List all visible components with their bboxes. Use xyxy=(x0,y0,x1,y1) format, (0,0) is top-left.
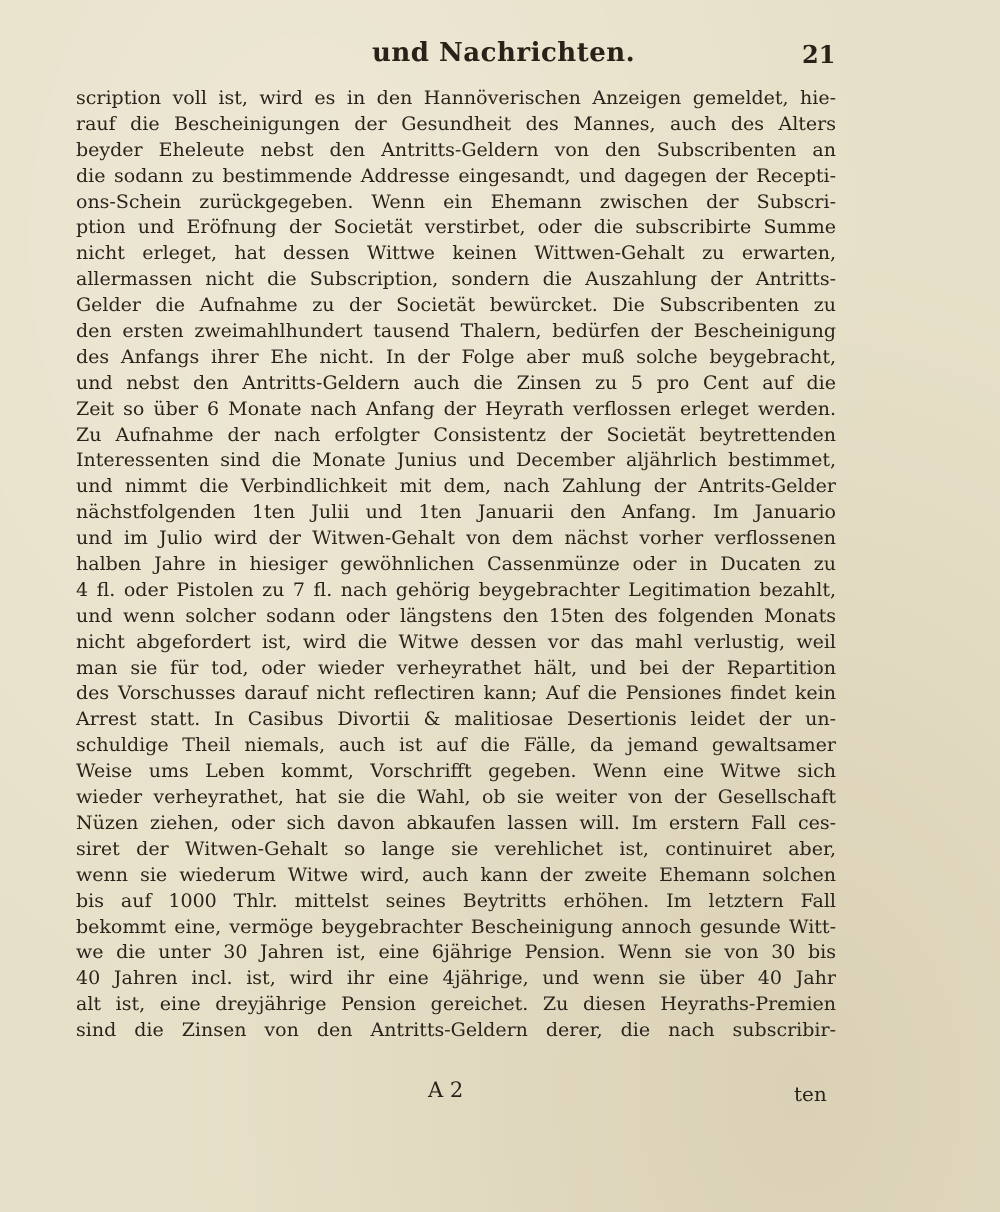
text-line-12: und nebst den Antritts-Geldern auch die Zinsen zu 5 pro Cent auf die xyxy=(76,371,836,394)
text-line-9: Gelder die Aufnahme zu der Societät bewürcket. Die Subscribenten zu xyxy=(76,294,836,317)
text-line-23: man sie für tod, oder wieder verheyrathet hält, und bei der Repartition xyxy=(76,656,836,679)
text-line-22: nicht abgefordert ist, wird die Witwe dessen vor das mahl verlustig, weil xyxy=(76,630,836,653)
text-line-28: wieder verheyrathet, hat sie die Wahl, ob sie weiter von der Gesellschaft xyxy=(76,786,836,809)
text-line-31: wenn sie wiederum Witwe wird, auch kann der zweite Ehemann solchen xyxy=(76,863,836,886)
running-title: und Nachrichten. xyxy=(372,38,636,68)
catchword: ten xyxy=(794,1082,827,1106)
text-line-5: ons-Schein zurückgegeben. Wenn ein Ehemann zwischen der Subscri- xyxy=(76,190,836,213)
text-line-8: allermassen nicht die Subscription, sondern die Auszahlung der Antritts- xyxy=(76,268,836,291)
text-line-6: ption und Eröfnung der Societät verstirbet, oder die subscribirte Summe xyxy=(76,216,836,239)
text-line-17: nächstfolgenden 1ten Julii und 1ten Januarii den Anfang. Im Januario xyxy=(76,501,836,524)
text-line-18: und im Julio wird der Witwen-Gehalt von dem nächst vorher verflossenen xyxy=(76,527,836,550)
text-line-27: Weise ums Leben kommt, Vorschrifft gegeben. Wenn eine Witwe sich xyxy=(76,760,836,783)
text-line-21: und wenn solcher sodann oder längstens den 15ten des folgenden Monats xyxy=(76,604,836,627)
text-line-7: nicht erleget, hat dessen Wittwe keinen Wittwen-Gehalt zu erwarten, xyxy=(76,242,836,265)
running-head xyxy=(0,38,1000,78)
text-line-13: Zeit so über 6 Monate nach Anfang der Heyrath verflossen erleget werden. xyxy=(76,397,836,420)
text-line-4: die sodann zu bestimmende Addresse eingesandt, und dagegen der Recepti- xyxy=(76,164,836,187)
text-line-29: Nüzen ziehen, oder sich davon abkaufen lassen will. Im erstern Fall ces- xyxy=(76,811,836,834)
text-line-24: des Vorschusses darauf nicht reflectiren kann; Auf die Pensiones findet kein xyxy=(76,682,836,705)
text-line-30: siret der Witwen-Gehalt so lange sie verehlichet ist, continuiret aber, xyxy=(76,837,836,860)
body-text xyxy=(76,86,836,1044)
text-line-20: 4 fl. oder Pistolen zu 7 fl. nach gehörig beygebrachter Legitimation bezahlt, xyxy=(76,578,836,601)
page-footer xyxy=(0,1078,1000,1118)
text-line-2: rauf die Bescheinigungen der Gesundheit des Mannes, auch des Alters xyxy=(76,112,836,135)
text-line-26: schuldige Theil niemals, auch ist auf die Fälle, da jemand gewaltsamer xyxy=(76,734,836,757)
text-line-15: Interessenten sind die Monate Junius und December aljährlich bestimmet, xyxy=(76,449,836,472)
text-line-16: und nimmt die Verbindlichkeit mit dem, nach Zahlung der Antrits-Gelder xyxy=(76,475,836,498)
signature-mark: A 2 xyxy=(428,1078,464,1102)
text-line-33: bekommt eine, vermöge beygebrachter Bescheinigung annoch gesunde Witt- xyxy=(76,915,836,938)
text-line-11: des Anfangs ihrer Ehe nicht. In der Folge aber muß solche beygebracht, xyxy=(76,345,836,368)
text-line-25: Arrest statt. In Casibus Divortii & malitiosae Desertionis leidet der un- xyxy=(76,708,836,731)
text-line-14: Zu Aufnahme der nach erfolgter Consistentz der Societät beytrettenden xyxy=(76,423,836,446)
page-number: 21 xyxy=(802,40,836,69)
text-line-36: alt ist, eine dreyjährige Pension gereichet. Zu diesen Heyraths-Premien xyxy=(76,993,836,1016)
text-line-32: bis auf 1000 Thlr. mittelst seines Beytritts erhöhen. Im letztern Fall xyxy=(76,889,836,912)
text-line-3: beyder Eheleute nebst den Antritts-Geldern von den Subscribenten an xyxy=(76,138,836,161)
text-line-10: den ersten zweimahlhundert tausend Thalern, bedürfen der Bescheinigung xyxy=(76,320,836,343)
text-line-34: we die unter 30 Jahren ist, eine 6jährige Pension. Wenn sie von 30 bis xyxy=(76,941,836,964)
text-line-37: sind die Zinsen von den Antritts-Geldern derer, die nach subscribir- xyxy=(76,1019,836,1042)
text-line-35: 40 Jahren incl. ist, wird ihr eine 4jährige, und wenn sie über 40 Jahr xyxy=(76,967,836,990)
text-line-19: halben Jahre in hiesiger gewöhnlichen Cassenmünze oder in Ducaten zu xyxy=(76,553,836,576)
text-line-1: scription voll ist, wird es in den Hannöverischen Anzeigen gemeldet, hie- xyxy=(76,87,836,109)
